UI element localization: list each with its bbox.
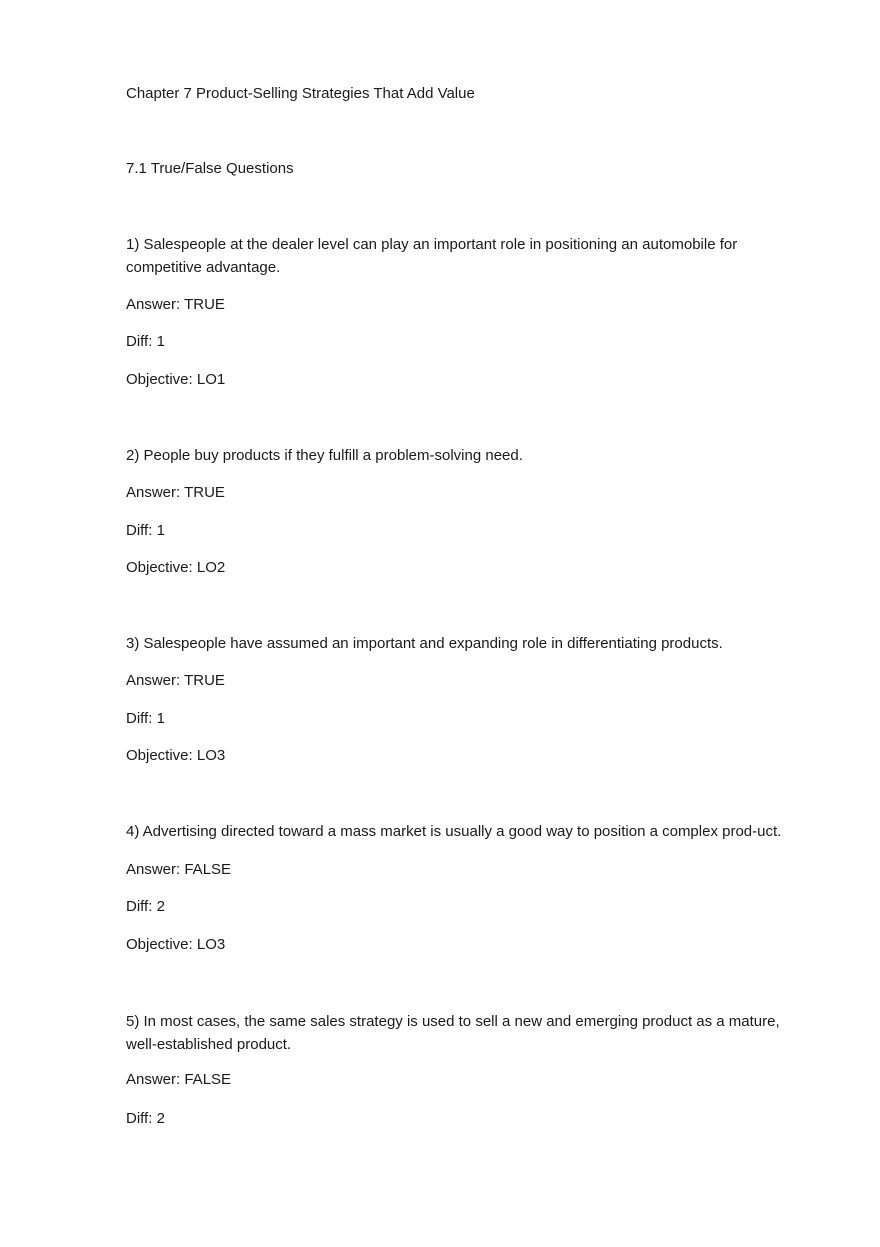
answer-text: Answer: TRUE xyxy=(126,296,225,313)
diff-text: Diff: 1 xyxy=(126,333,165,350)
objective-text: Objective: LO2 xyxy=(126,559,226,576)
chapter-title: Chapter 7 Product-Selling Strategies That Add Value xyxy=(126,85,475,102)
question-text: 2) People buy products if they fulfill a problem-solving need. xyxy=(126,447,523,464)
objective-text: Objective: LO1 xyxy=(126,371,226,388)
answer-text: Answer: FALSE xyxy=(126,1071,232,1088)
diff-text: Diff: 1 xyxy=(126,522,165,539)
diff-text: Diff: 1 xyxy=(126,710,165,727)
objective-text: Objective: LO3 xyxy=(126,936,226,953)
question-text: 3) Salespeople have assumed an important and expanding role in differentiating products. xyxy=(126,635,723,652)
answer-text: Answer: FALSE xyxy=(126,861,232,878)
diff-text: Diff: 2 xyxy=(126,1110,165,1127)
diff-text: Diff: 2 xyxy=(126,898,165,915)
question-text: 1) Salespeople at the dealer level can play an important role in positioning an automobile for competitive advantage. xyxy=(126,236,738,276)
answer-text: Answer: TRUE xyxy=(126,672,225,689)
section-title: 7.1 True/False Questions xyxy=(126,160,294,177)
objective-text: Objective: LO3 xyxy=(126,747,226,764)
question-text: 5) In most cases, the same sales strategy is used to sell a new and emerging product as a mature, well-established product. xyxy=(126,1013,780,1053)
answer-text: Answer: TRUE xyxy=(126,484,225,501)
question-text: 4) Advertising directed toward a mass market is usually a good way to position a complex prod-uct. xyxy=(126,823,782,840)
